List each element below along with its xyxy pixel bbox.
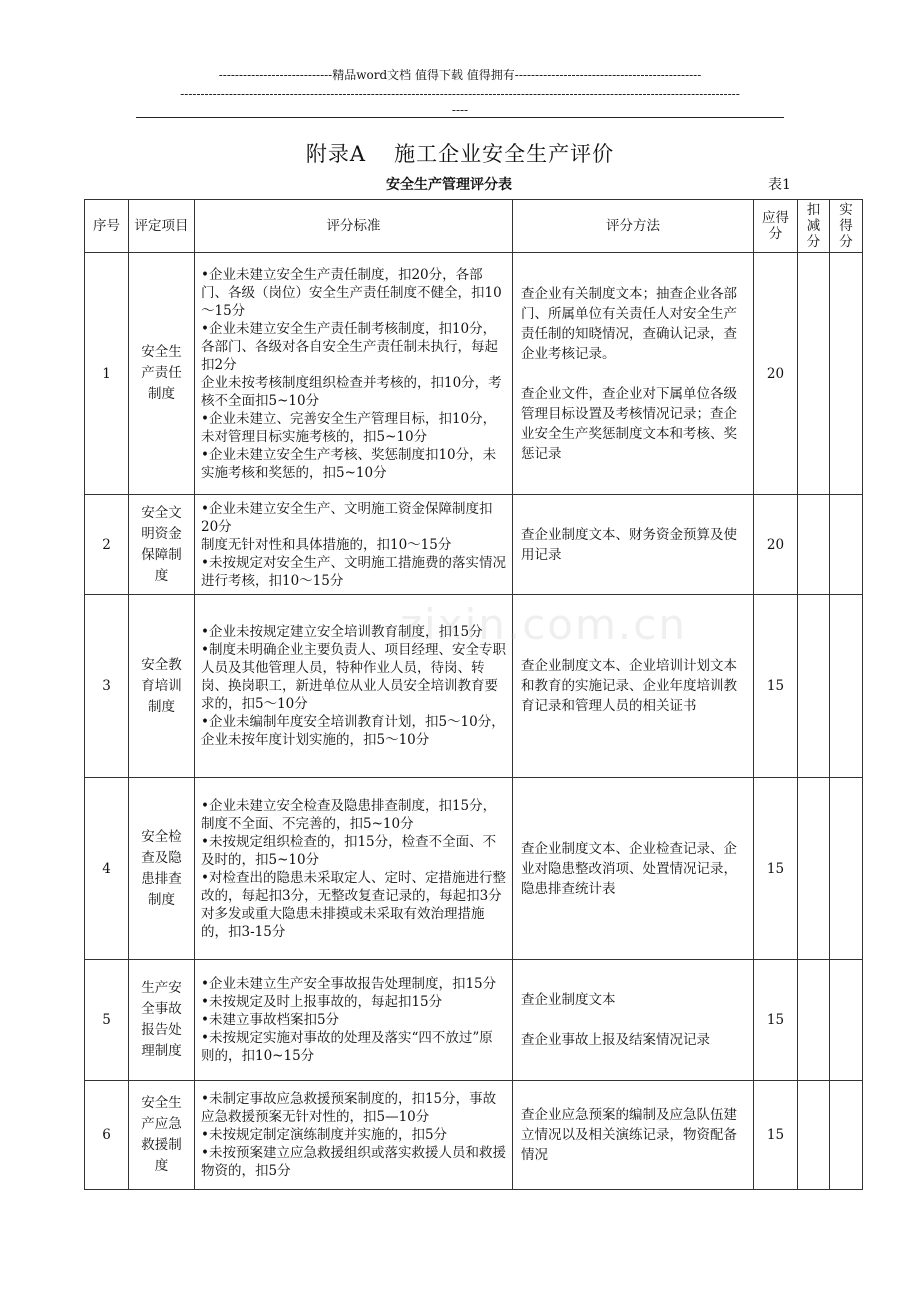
col-standard: 评分标准 [195, 200, 513, 253]
method-line [521, 1010, 745, 1030]
cell-due: 15 [754, 778, 798, 960]
table-header-row [85, 200, 863, 253]
standard-line: •对检查出的隐患未采取定人、定时、定措施进行整改的，每起扣3分，无整改复查记录的，每起扣3分 [201, 869, 506, 904]
page-header-dashes: ------------------------------------------------------------------------------------------------------------------------------------------ [180, 87, 740, 101]
cell-deduct [798, 595, 830, 778]
standard-line: •未按规定实施对事故的处理及落实“四不放过”原则的，扣10~15分 [201, 1030, 493, 1064]
page-title [0, 138, 920, 168]
table-row [85, 595, 863, 778]
cell-method [513, 960, 754, 1081]
standard-line: •企业未建立安全生产、文明施工资金保障制度扣20分 [201, 500, 493, 535]
title-main: 施工企业安全生产评价 [394, 142, 615, 166]
col-seq: 序号 [85, 200, 129, 253]
cell-actual [830, 778, 863, 960]
cell-deduct [798, 960, 830, 1081]
standard-line: •企业未建立安全生产责任制度，扣20分，各部门、各级（岗位）安全生产责任制度不健全，扣10～15分 [201, 266, 502, 319]
cell-method [513, 495, 754, 595]
cell-deduct [798, 1081, 830, 1190]
cell-actual [830, 495, 863, 595]
cell-due: 15 [754, 1081, 798, 1190]
cell-standard [195, 495, 513, 595]
cell-deduct [798, 253, 830, 495]
standard-line: •制度未明确企业主要负责人、项目经理、安全专职人员及其他管理人员，特种作业人员，待岗、转岗、换岗职工，新进单位从业人员安全培训教育要求的，扣5～10分 [201, 642, 506, 712]
cell-actual [830, 1081, 863, 1190]
cell-standard [195, 960, 513, 1081]
title-appendix: 附录A [305, 142, 367, 166]
standard-line: •企业未按规定建立安全培训教育制度，扣15分 [201, 624, 483, 640]
cell-item: 安全生产责任制度 [129, 253, 195, 495]
cell-method [513, 253, 754, 495]
cell-item: 安全教育培训制度 [129, 595, 195, 778]
table-row [85, 778, 863, 960]
table-row [85, 1081, 863, 1190]
standard-line: 制度无针对性和具体措施的，扣10～15分 [201, 536, 452, 553]
cell-deduct [798, 495, 830, 595]
cell-seq: 3 [85, 595, 129, 778]
cell-seq: 2 [85, 495, 129, 595]
cell-due: 20 [754, 253, 798, 495]
cell-due: 15 [754, 595, 798, 778]
method-line: 查企业制度文本 [521, 992, 616, 1008]
standard-line: 企业未按考核制度组织检查并考核的，扣10分，考核不全面扣5~10分 [201, 374, 502, 409]
method-line: 查企业应急预案的编制及应急队伍建立情况以及相关演练记录，物资配备情况 [521, 1107, 737, 1163]
standard-line: •未按预案建立应急救援组织或落实救援人员和救援物资的，扣5分 [201, 1145, 506, 1179]
cell-seq: 4 [85, 778, 129, 960]
page-header-line: ----------------------------精品word文档 值得下载 值得拥有---------------------------------------------- [218, 68, 702, 82]
watermark-text: zixin.com.cn [400, 600, 687, 649]
table-row [85, 253, 863, 495]
method-line: 查企业制度文本、财务资金预算及使用记录 [521, 526, 737, 563]
standard-line: •企业未建立、完善安全生产管理目标，扣10分，未对管理目标实施考核的，扣5~10分 [201, 410, 497, 445]
page-header-dashes-tail: ---- [451, 103, 469, 117]
method-line [521, 364, 745, 384]
header-rule [136, 117, 784, 118]
cell-deduct [798, 778, 830, 960]
standard-line: •未按规定及时上报事故的，每起扣15分 [201, 994, 443, 1010]
method-line: 查企业制度文本、企业培训计划文本和教育的实施记录、企业年度培训教育记录和管理人员的相关证书 [521, 658, 737, 714]
cell-actual [830, 960, 863, 1081]
cell-method [513, 1081, 754, 1190]
col-method: 评分方法 [513, 200, 754, 253]
cell-actual [830, 595, 863, 778]
standard-line: •企业未建立安全生产责任制考核制度，扣10分，各部门、各级对各自安全生产责任制未执行，每起扣2分 [201, 320, 498, 373]
standard-line: •未建立事故档案扣5分 [201, 1012, 340, 1028]
standard-line: •企业未编制年度安全培训教育计划，扣5～10分，企业未按年度计划实施的，扣5～10分 [201, 714, 505, 748]
cell-item: 安全检查及隐患排查制度 [129, 778, 195, 960]
table-title: 安全生产管理评分表 [386, 177, 512, 193]
col-deduct: 扣减分 [798, 200, 830, 253]
standard-line: •未按规定组织检查的，扣15分，检查不全面、不及时的，扣5~10分 [201, 833, 497, 868]
cell-seq: 5 [85, 960, 129, 1081]
scoring-table [84, 199, 863, 1190]
cell-actual [830, 253, 863, 495]
cell-item: 安全生产应急救援制度 [129, 1081, 195, 1190]
cell-due: 15 [754, 960, 798, 1081]
cell-standard [195, 595, 513, 778]
standard-line: •企业未建立安全检查及隐患排查制度，扣15分，制度不全面、不完善的，扣5~10分 [201, 797, 497, 832]
cell-item: 生产安全事故报告处理制度 [129, 960, 195, 1081]
cell-seq: 1 [85, 253, 129, 495]
standard-line: •企业未建立安全生产考核、奖惩制度扣10分，未实施考核和奖惩的，扣5~10分 [201, 446, 497, 481]
cell-standard [195, 1081, 513, 1190]
table-row [85, 960, 863, 1081]
method-line: 查企业文件，查企业对下属单位各级管理目标设置及考核情况记录；查企业安全生产奖惩制度文本和考核、奖惩记录 [521, 385, 737, 462]
standard-line: •未制定事故应急救援预案制度的，扣15分，事故应急救援预案无针对性的，扣5—10分 [201, 1091, 497, 1125]
col-due: 应得分 [754, 200, 798, 253]
method-line: 查企业事故上报及结案情况记录 [521, 1032, 710, 1048]
standard-line: •未按规定制定演练制度并实施的，扣5分 [201, 1127, 448, 1143]
standard-line: 对多发或重大隐患未排摸或未采取有效治理措施的，扣3-15分 [201, 905, 485, 940]
cell-standard [195, 253, 513, 495]
col-item: 评定项目 [129, 200, 195, 253]
table-row [85, 495, 863, 595]
cell-item: 安全文明资金保障制度 [129, 495, 195, 595]
method-line: 查企业有关制度文本；抽查企业各部门、所属单位有关责任人对安全生产责任制的知晓情况，查确认记录，查企业考核记录。 [521, 285, 737, 362]
standard-line: •未按规定对安全生产、文明施工措施费的落实情况进行考核，扣10～15分 [201, 554, 506, 589]
cell-method [513, 778, 754, 960]
standard-line: •企业未建立生产安全事故报告处理制度，扣15分 [201, 976, 497, 992]
cell-due: 20 [754, 495, 798, 595]
col-actual: 实得分 [830, 200, 863, 253]
cell-method [513, 595, 754, 778]
method-line: 查企业制度文本、企业检查记录、企业对隐患整改消项、处置情况记录，隐患排查统计表 [521, 840, 737, 897]
cell-seq: 6 [85, 1081, 129, 1190]
cell-standard [195, 778, 513, 960]
table-number: 表1 [768, 177, 791, 193]
